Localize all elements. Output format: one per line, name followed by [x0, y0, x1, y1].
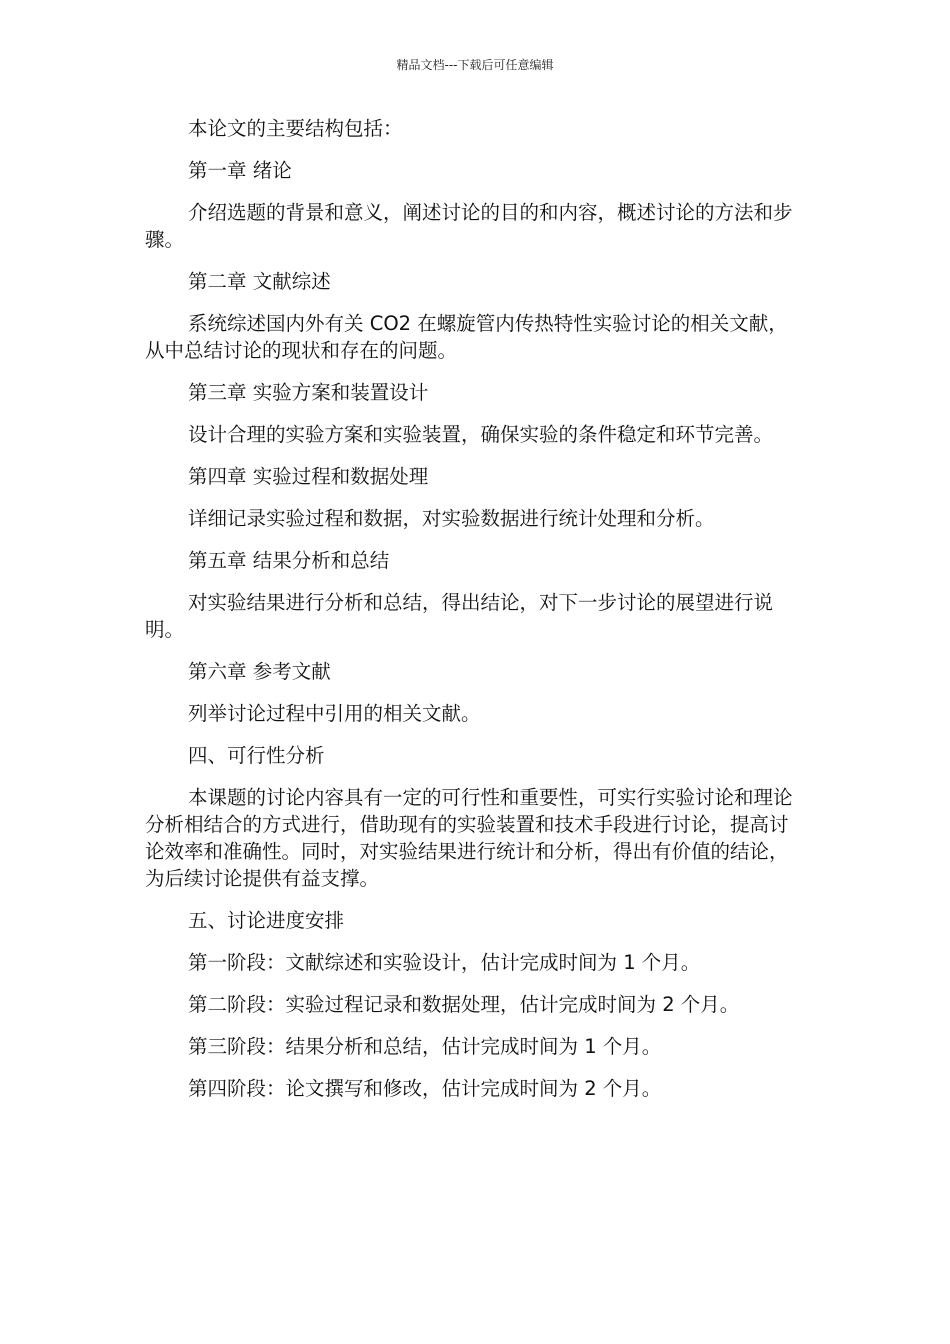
- paragraph-structure-intro: 本论文的主要结构包括：: [188, 117, 403, 140]
- heading-chapter-5: 第五章 结果分析和总结: [188, 549, 390, 572]
- paragraph-feasibility: 本课题的讨论内容具有一定的可行性和重要性，可实行实验讨论和理论分析相结合的方式进行，借助现有的实验装置和技术手段进行讨论，提高讨论效率和准确性。同时，对实验结果进行统计和分析，得出有价值的结论，为后续讨论提供有益支撑。: [145, 786, 793, 890]
- paragraph-chapter-3: 设计合理的实验方案和实验装置，确保实验的条件稳定和环节完善。: [188, 423, 774, 446]
- heading-feasibility: 四、可行性分析: [188, 744, 325, 767]
- document-body: [145, 115, 805, 1117]
- paragraph-chapter-4: 详细记录实验过程和数据，对实验数据进行统计处理和分析。: [188, 507, 715, 530]
- paragraph-chapter-2: 系统综述国内外有关 CO2 在螺旋管内传热特性实验讨论的相关文献，从中总结讨论的现状和存在的问题。: [145, 312, 788, 362]
- page-header: 精品文档---下载后可任意编辑: [396, 58, 554, 72]
- heading-chapter-1: 第一章 绪论: [188, 159, 292, 182]
- paragraph-stage-2: 第二阶段：实验过程记录和数据处理，估计完成时间为 2 个月。: [188, 993, 740, 1016]
- paragraph-stage-4: 第四阶段：论文撰写和修改，估计完成时间为 2 个月。: [188, 1077, 662, 1100]
- heading-chapter-4: 第四章 实验过程和数据处理: [188, 465, 429, 488]
- heading-chapter-2: 第二章 文献综述: [188, 270, 331, 293]
- paragraph-chapter-5: 对实验结果进行分析和总结，得出结论，对下一步讨论的展望进行说明。: [145, 591, 774, 641]
- paragraph-stage-1: 第一阶段：文献综述和实验设计，估计完成时间为 1 个月。: [188, 951, 701, 974]
- paragraph-stage-3: 第三阶段：结果分析和总结，估计完成时间为 1 个月。: [188, 1035, 662, 1058]
- heading-chapter-3: 第三章 实验方案和装置设计: [188, 381, 429, 404]
- heading-chapter-6: 第六章 参考文献: [188, 660, 331, 683]
- heading-schedule: 五、讨论进度安排: [188, 909, 345, 932]
- paragraph-chapter-1: 介绍选题的背景和意义，阐述讨论的目的和内容，概述讨论的方法和步骤。: [145, 201, 793, 251]
- paragraph-chapter-6: 列举讨论过程中引用的相关文献。: [188, 702, 481, 725]
